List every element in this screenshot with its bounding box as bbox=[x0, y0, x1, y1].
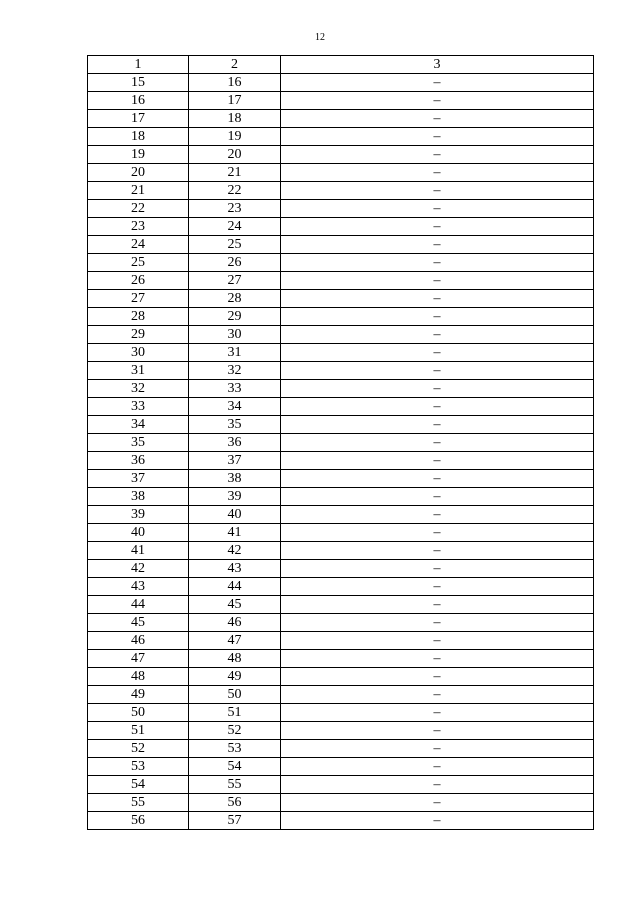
table-cell-col-3: – bbox=[281, 776, 594, 794]
table-cell-col-2: 37 bbox=[189, 452, 281, 470]
table-cell-col-1: 34 bbox=[88, 416, 189, 434]
table-cell-col-2: 16 bbox=[189, 74, 281, 92]
table-row bbox=[88, 398, 594, 416]
table-cell-col-2: 55 bbox=[189, 776, 281, 794]
table-cell-col-2: 31 bbox=[189, 344, 281, 362]
table-row bbox=[88, 542, 594, 560]
table-cell-col-3: – bbox=[281, 686, 594, 704]
table-cell-col-3: – bbox=[281, 218, 594, 236]
table-cell-col-1: 44 bbox=[88, 596, 189, 614]
table-cell-col-3: – bbox=[281, 758, 594, 776]
table-cell-col-1: 45 bbox=[88, 614, 189, 632]
table-row bbox=[88, 272, 594, 290]
table-cell-col-2: 18 bbox=[189, 110, 281, 128]
table-row bbox=[88, 794, 594, 812]
table-cell-col-3: – bbox=[281, 650, 594, 668]
table-cell-col-2: 20 bbox=[189, 146, 281, 164]
table-cell-col-1: 53 bbox=[88, 758, 189, 776]
table-cell-col-2: 48 bbox=[189, 650, 281, 668]
table-cell-col-2: 40 bbox=[189, 506, 281, 524]
table-cell-col-2: 36 bbox=[189, 434, 281, 452]
table-cell-col-3: – bbox=[281, 632, 594, 650]
table-cell-col-3: – bbox=[281, 794, 594, 812]
table-cell-col-3: – bbox=[281, 200, 594, 218]
table-cell-col-1: 46 bbox=[88, 632, 189, 650]
table-row bbox=[88, 722, 594, 740]
table-cell-col-3: – bbox=[281, 92, 594, 110]
table-row bbox=[88, 218, 594, 236]
table-row bbox=[88, 488, 594, 506]
table-cell-col-3: – bbox=[281, 380, 594, 398]
table-cell-col-1: 31 bbox=[88, 362, 189, 380]
table-body bbox=[88, 74, 594, 830]
table-cell-col-2: 41 bbox=[189, 524, 281, 542]
table-cell-col-1: 56 bbox=[88, 812, 189, 830]
table-cell-col-3: – bbox=[281, 146, 594, 164]
table-cell-col-1: 35 bbox=[88, 434, 189, 452]
table-cell-col-3: – bbox=[281, 722, 594, 740]
table-cell-col-2: 29 bbox=[189, 308, 281, 326]
table-row bbox=[88, 668, 594, 686]
column-header-1: 1 bbox=[88, 56, 189, 74]
table-cell-col-2: 51 bbox=[189, 704, 281, 722]
table-cell-col-1: 48 bbox=[88, 668, 189, 686]
table-cell-col-1: 40 bbox=[88, 524, 189, 542]
table-cell-col-1: 23 bbox=[88, 218, 189, 236]
table-row bbox=[88, 578, 594, 596]
table-cell-col-3: – bbox=[281, 812, 594, 830]
table-row bbox=[88, 200, 594, 218]
table-cell-col-2: 53 bbox=[189, 740, 281, 758]
table-row bbox=[88, 128, 594, 146]
table-cell-col-2: 32 bbox=[189, 362, 281, 380]
table-cell-col-2: 25 bbox=[189, 236, 281, 254]
table-cell-col-1: 47 bbox=[88, 650, 189, 668]
table-cell-col-1: 30 bbox=[88, 344, 189, 362]
table-cell-col-1: 50 bbox=[88, 704, 189, 722]
table-cell-col-2: 57 bbox=[189, 812, 281, 830]
table-row bbox=[88, 812, 594, 830]
table-cell-col-2: 47 bbox=[189, 632, 281, 650]
table-cell-col-3: – bbox=[281, 506, 594, 524]
table-cell-col-1: 25 bbox=[88, 254, 189, 272]
table-row bbox=[88, 614, 594, 632]
table-row bbox=[88, 434, 594, 452]
table-cell-col-2: 24 bbox=[189, 218, 281, 236]
table-cell-col-3: – bbox=[281, 578, 594, 596]
table-row bbox=[88, 74, 594, 92]
table-cell-col-3: – bbox=[281, 416, 594, 434]
table-cell-col-2: 17 bbox=[189, 92, 281, 110]
table-cell-col-1: 20 bbox=[88, 164, 189, 182]
column-header-2: 2 bbox=[189, 56, 281, 74]
table-cell-col-1: 51 bbox=[88, 722, 189, 740]
table-cell-col-2: 46 bbox=[189, 614, 281, 632]
table-cell-col-1: 52 bbox=[88, 740, 189, 758]
table-cell-col-2: 34 bbox=[189, 398, 281, 416]
table-cell-col-1: 41 bbox=[88, 542, 189, 560]
table-cell-col-2: 21 bbox=[189, 164, 281, 182]
table-cell-col-1: 29 bbox=[88, 326, 189, 344]
table-cell-col-3: – bbox=[281, 542, 594, 560]
table-row bbox=[88, 110, 594, 128]
table-row bbox=[88, 380, 594, 398]
table-cell-col-3: – bbox=[281, 524, 594, 542]
table-cell-col-3: – bbox=[281, 470, 594, 488]
table-cell-col-1: 55 bbox=[88, 794, 189, 812]
table-cell-col-1: 54 bbox=[88, 776, 189, 794]
table-cell-col-3: – bbox=[281, 326, 594, 344]
table-row bbox=[88, 452, 594, 470]
table-row bbox=[88, 686, 594, 704]
table-cell-col-3: – bbox=[281, 398, 594, 416]
table-cell-col-1: 33 bbox=[88, 398, 189, 416]
table-cell-col-2: 19 bbox=[189, 128, 281, 146]
table-cell-col-2: 54 bbox=[189, 758, 281, 776]
table-cell-col-1: 26 bbox=[88, 272, 189, 290]
table-cell-col-2: 50 bbox=[189, 686, 281, 704]
table-row bbox=[88, 308, 594, 326]
table-cell-col-3: – bbox=[281, 164, 594, 182]
table-cell-col-1: 37 bbox=[88, 470, 189, 488]
table-cell-col-2: 23 bbox=[189, 200, 281, 218]
table-cell-col-3: – bbox=[281, 362, 594, 380]
table-cell-col-2: 26 bbox=[189, 254, 281, 272]
table-cell-col-2: 27 bbox=[189, 272, 281, 290]
table-row bbox=[88, 182, 594, 200]
table-cell-col-2: 22 bbox=[189, 182, 281, 200]
table-header-row bbox=[88, 56, 594, 74]
table-row bbox=[88, 740, 594, 758]
table-cell-col-2: 56 bbox=[189, 794, 281, 812]
table-cell-col-2: 38 bbox=[189, 470, 281, 488]
table-cell-col-1: 15 bbox=[88, 74, 189, 92]
table-cell-col-1: 24 bbox=[88, 236, 189, 254]
table-row bbox=[88, 506, 594, 524]
table-cell-col-3: – bbox=[281, 74, 594, 92]
table-cell-col-3: – bbox=[281, 236, 594, 254]
table-row bbox=[88, 362, 594, 380]
table-cell-col-3: – bbox=[281, 182, 594, 200]
table-cell-col-1: 42 bbox=[88, 560, 189, 578]
table-cell-col-1: 36 bbox=[88, 452, 189, 470]
table-row bbox=[88, 560, 594, 578]
table-cell-col-3: – bbox=[281, 308, 594, 326]
table-cell-col-1: 32 bbox=[88, 380, 189, 398]
table-cell-col-3: – bbox=[281, 452, 594, 470]
table-cell-col-2: 30 bbox=[189, 326, 281, 344]
table-cell-col-3: – bbox=[281, 668, 594, 686]
table-cell-col-1: 17 bbox=[88, 110, 189, 128]
table-cell-col-2: 44 bbox=[189, 578, 281, 596]
table-cell-col-3: – bbox=[281, 740, 594, 758]
table-cell-col-2: 42 bbox=[189, 542, 281, 560]
table-cell-col-3: – bbox=[281, 704, 594, 722]
column-header-3: 3 bbox=[281, 56, 594, 74]
table-row bbox=[88, 344, 594, 362]
table-cell-col-3: – bbox=[281, 110, 594, 128]
table-row bbox=[88, 290, 594, 308]
table-cell-col-3: – bbox=[281, 272, 594, 290]
table-row bbox=[88, 758, 594, 776]
table-cell-col-3: – bbox=[281, 434, 594, 452]
table-cell-col-2: 45 bbox=[189, 596, 281, 614]
table-cell-col-3: – bbox=[281, 488, 594, 506]
table-row bbox=[88, 254, 594, 272]
table-row bbox=[88, 470, 594, 488]
table-cell-col-1: 28 bbox=[88, 308, 189, 326]
table-row bbox=[88, 632, 594, 650]
table-row bbox=[88, 704, 594, 722]
table-cell-col-3: – bbox=[281, 128, 594, 146]
data-table bbox=[87, 55, 594, 830]
table-cell-col-1: 21 bbox=[88, 182, 189, 200]
table-row bbox=[88, 650, 594, 668]
table-cell-col-3: – bbox=[281, 290, 594, 308]
table-row bbox=[88, 596, 594, 614]
table-row bbox=[88, 236, 594, 254]
table-cell-col-2: 43 bbox=[189, 560, 281, 578]
table-cell-col-1: 43 bbox=[88, 578, 189, 596]
table-row bbox=[88, 146, 594, 164]
page-number: 12 bbox=[315, 32, 325, 43]
table-row bbox=[88, 326, 594, 344]
table-cell-col-3: – bbox=[281, 560, 594, 578]
table-cell-col-2: 39 bbox=[189, 488, 281, 506]
table-cell-col-1: 38 bbox=[88, 488, 189, 506]
table-row bbox=[88, 524, 594, 542]
table-cell-col-2: 52 bbox=[189, 722, 281, 740]
table-cell-col-2: 28 bbox=[189, 290, 281, 308]
table-cell-col-2: 35 bbox=[189, 416, 281, 434]
table-cell-col-1: 19 bbox=[88, 146, 189, 164]
table-cell-col-2: 33 bbox=[189, 380, 281, 398]
table-cell-col-3: – bbox=[281, 596, 594, 614]
table-row bbox=[88, 92, 594, 110]
table-cell-col-3: – bbox=[281, 254, 594, 272]
table-row bbox=[88, 776, 594, 794]
table-cell-col-1: 18 bbox=[88, 128, 189, 146]
table-cell-col-2: 49 bbox=[189, 668, 281, 686]
table-cell-col-3: – bbox=[281, 614, 594, 632]
table-cell-col-1: 27 bbox=[88, 290, 189, 308]
table-row bbox=[88, 164, 594, 182]
table-cell-col-1: 49 bbox=[88, 686, 189, 704]
table-cell-col-1: 16 bbox=[88, 92, 189, 110]
table-row bbox=[88, 416, 594, 434]
table-cell-col-1: 22 bbox=[88, 200, 189, 218]
table-cell-col-1: 39 bbox=[88, 506, 189, 524]
table-cell-col-3: – bbox=[281, 344, 594, 362]
